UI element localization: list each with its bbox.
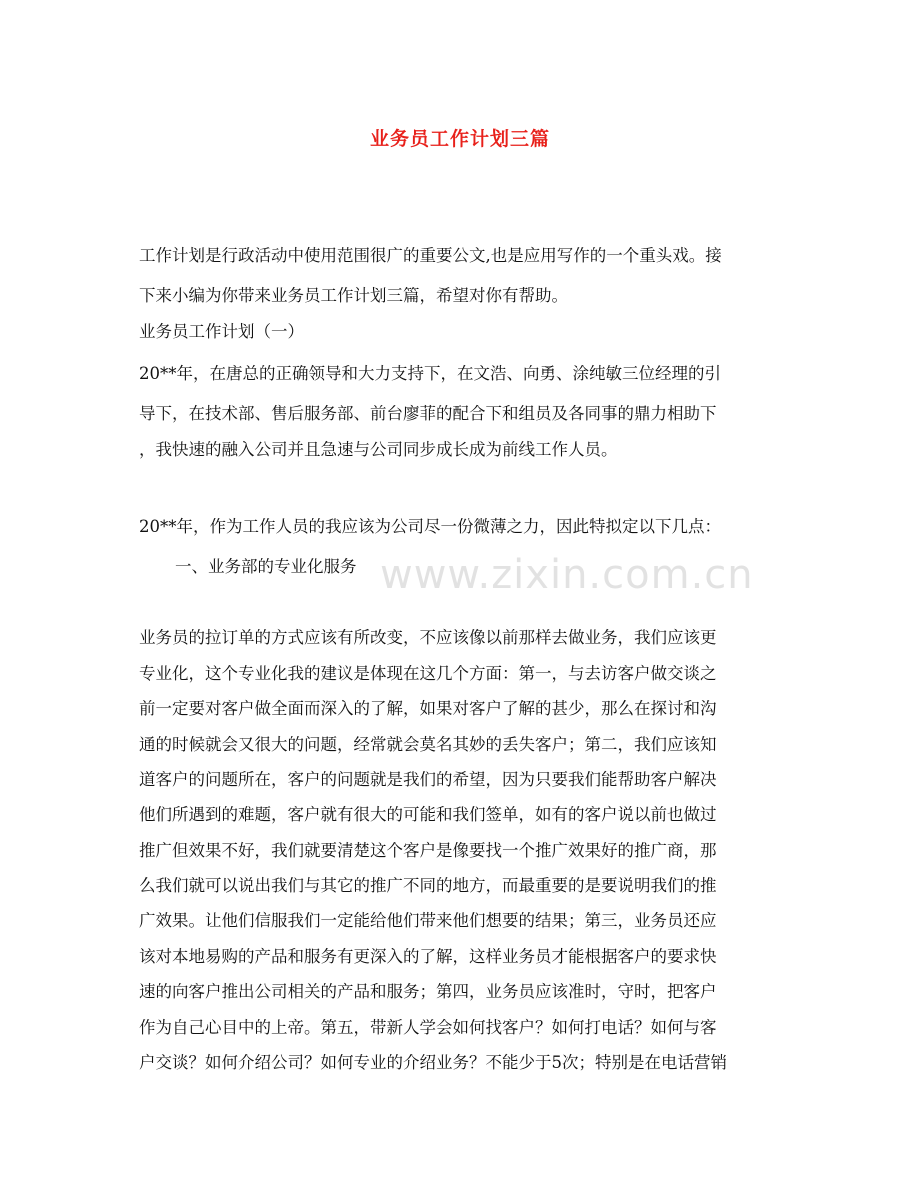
paragraph-line: 下来小编为你带来业务员工作计划三篇，希望对你有帮助。	[139, 286, 568, 305]
paragraph-line: 么我们就可以说出我们与其它的推广不同的地方，而最重要的是要说明我们的推	[139, 876, 717, 895]
paragraph-line: ，我快速的融入公司并且急速与公司同步成长成为前线工作人员。	[139, 440, 618, 459]
paragraph-line: 他们所遇到的难题，客户就有很大的可能和我们签单，如有的客户说以前也做过	[139, 805, 717, 824]
paragraph-line: 推广但效果不好，我们就要清楚这个客户是像要找一个推广效果好的推广商，那	[139, 841, 717, 860]
paragraph-line: 业务员的拉订单的方式应该有所改变，不应该像以前那样去做业务，我们应该更	[139, 628, 717, 647]
paragraph-line: 广效果。让他们信服我们一定能给他们带来他们想要的结果；第三，业务员还应	[139, 911, 717, 930]
paragraph-line: 作为自己心目中的上帝。第五，带新人学会如何找客户？如何打电话？如何与客	[139, 1018, 717, 1037]
document-title: 业务员工作计划三篇	[369, 128, 550, 150]
paragraph-line: 该对本地易购的产品和服务有更深入的了解，这样业务员才能根据客户的要求快	[139, 947, 717, 966]
section-heading: 业务员工作计划（一）	[139, 322, 304, 341]
paragraph-line: 前一定要对客户做全面而深入的了解，如果对客户了解的甚少，那么在探讨和沟	[139, 699, 717, 718]
paragraph-line: 导下，在技术部、售后服务部、前台廖菲的配合下和组员及各同事的鼎力相助下	[139, 404, 717, 423]
watermark: www.zixin.com.cn	[380, 552, 754, 598]
paragraph-line: 户交谈？如何介绍公司？如何专业的介绍业务？不能少于5次；特别是在电话营销	[139, 1053, 727, 1072]
paragraph-line: 工作计划是行政活动中使用范围很广的重要公文,也是应用写作的一个重头戏。接	[139, 246, 722, 265]
paragraph-line: 通的时候就会又很大的问题，经常就会莫名其妙的丢失客户；第二，我们应该知	[139, 735, 717, 754]
paragraph-line: 速的向客户推出公司相关的产品和服务；第四，业务员应该准时，守时，把客户	[139, 982, 717, 1001]
paragraph-line: 20**年，作为工作人员的我应该为公司尽一份微薄之力，因此特拟定以下几点：	[139, 517, 721, 536]
paragraph-line: 20**年，在唐总的正确领导和大力支持下，在文浩、向勇、涂纯敏三位经理的引	[139, 364, 721, 383]
subsection-heading: 一、业务部的专业化服务	[175, 557, 357, 576]
paragraph-line: 专业化，这个专业化我的建议是体现在这几个方面：第一，与去访客户做交谈之	[139, 664, 717, 683]
paragraph-line: 道客户的问题所在，客户的问题就是我们的希望，因为只要我们能帮助客户解决	[139, 770, 717, 789]
